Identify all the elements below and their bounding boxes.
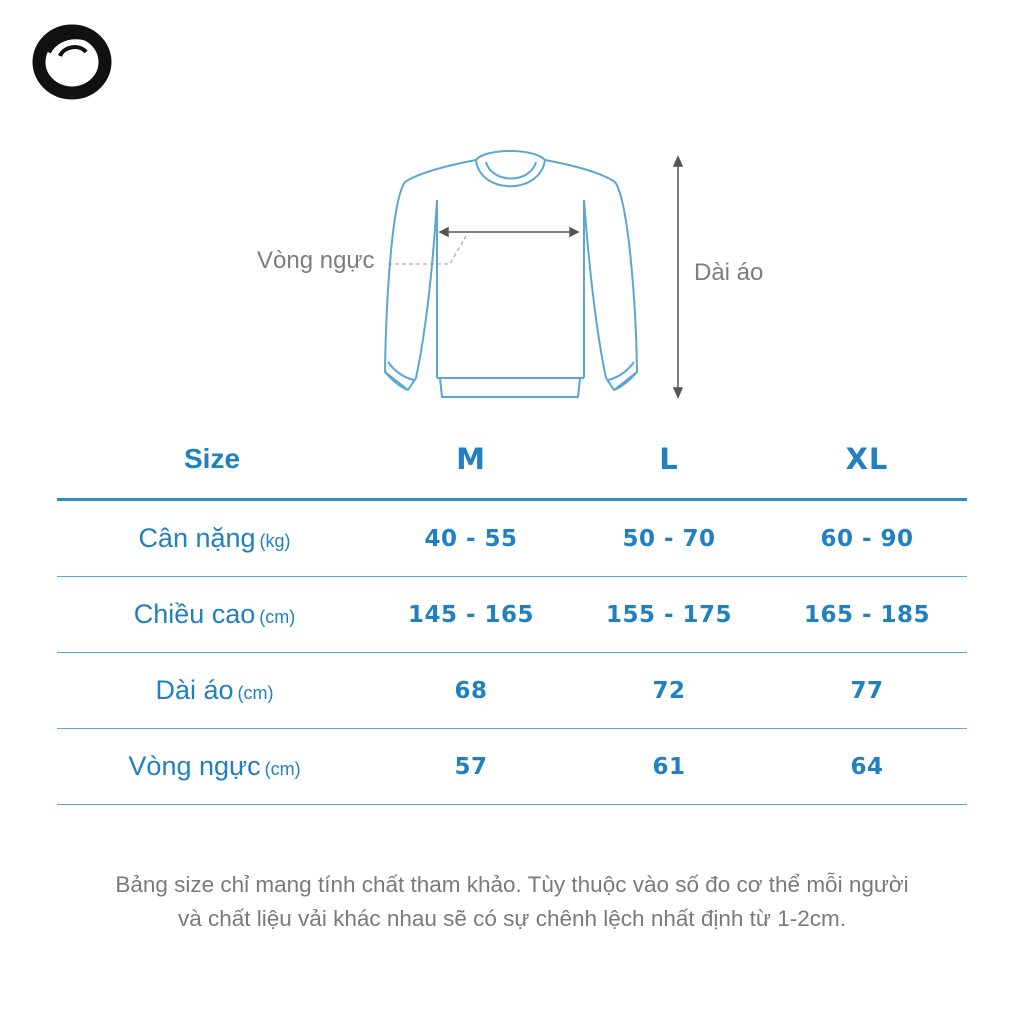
row-unit: (kg) [259,531,291,551]
chest-measure-label: Vòng ngực [257,247,375,274]
size-disclaimer-note [40,868,984,936]
table-row-chest [57,729,967,805]
table-cell: 50 - 70 [622,525,716,552]
row-label: Vòng ngực [128,751,261,781]
sweater-outline-icon [0,140,1024,410]
table-cell: 40 - 55 [424,525,518,552]
length-measure-label: Dài áo [694,259,764,286]
row-label: Dài áo [155,675,234,705]
note-line-1: Bảng size chỉ mang tính chất tham khảo. Tùy thuộc vào số đo cơ thể mỗi người [115,872,909,897]
size-table [57,420,967,805]
size-column-heading: Size [184,443,241,474]
row-unit: (cm) [264,759,301,779]
table-cell: 68 [454,677,488,704]
brush-circle-logo-icon [30,22,114,102]
size-xl-heading: XL [845,442,889,476]
table-cell: 165 - 185 [803,601,931,628]
row-unit: (cm) [259,607,296,627]
size-m-heading: M [456,442,486,476]
table-cell: 64 [850,753,884,780]
row-label: Chiều cao [133,599,256,629]
row-label: Cân nặng [138,523,256,553]
table-cell: 77 [850,677,884,704]
table-cell: 145 - 165 [407,601,535,628]
note-line-2: và chất liệu vải khác nhau sẽ có sự chênh lệch nhất định từ 1-2cm. [177,906,846,931]
table-row-weight [57,501,967,577]
table-row-length [57,653,967,729]
size-l-heading: L [659,442,679,476]
table-cell: 155 - 175 [605,601,733,628]
table-cell: 60 - 90 [820,525,914,552]
table-row-height [57,577,967,653]
row-unit: (cm) [237,683,274,703]
table-cell: 72 [652,677,686,704]
table-header-row [57,420,967,501]
table-cell: 57 [454,753,488,780]
table-cell: 61 [652,753,686,780]
size-diagram [0,140,1024,410]
